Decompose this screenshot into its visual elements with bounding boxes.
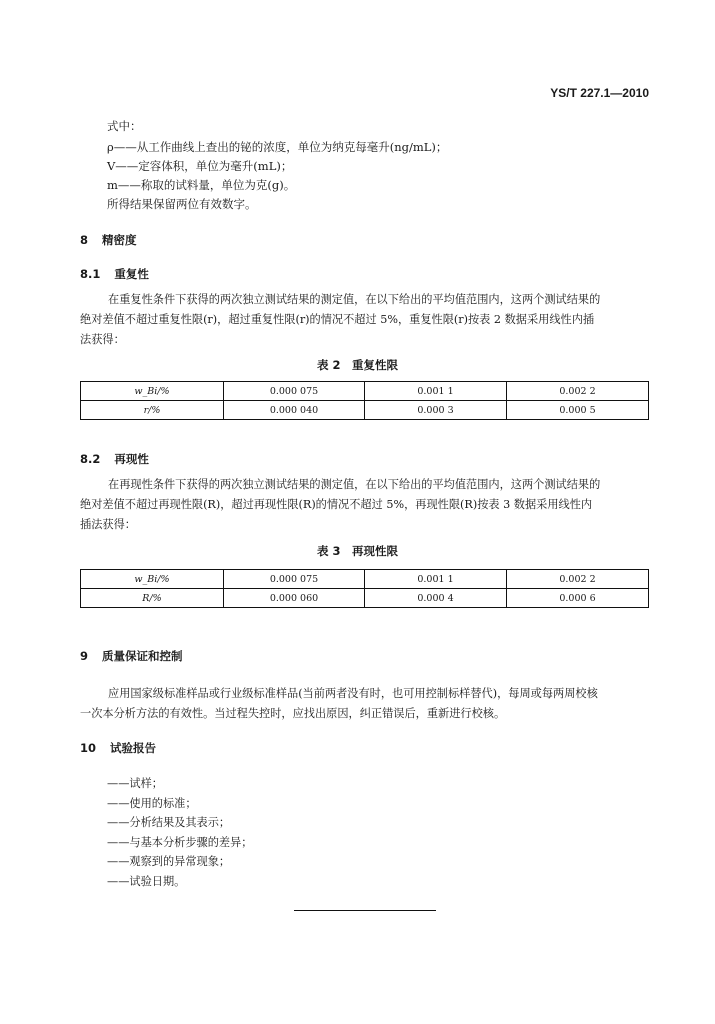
section-10-heading	[80, 740, 156, 756]
end-rule	[294, 910, 436, 911]
report-items-list	[107, 774, 252, 891]
table-3-caption: 表 3 再现性限	[316, 544, 398, 558]
section-title: 再现性	[114, 452, 149, 466]
reproducibility-table	[80, 569, 649, 608]
list-item: ——分析结果及其表示；	[107, 816, 231, 829]
quality-control-paragraph	[80, 684, 650, 724]
section-8-heading	[80, 232, 137, 248]
formula-note-v: V——定容体积，单位为毫升(mL)；	[107, 159, 293, 173]
section-8-1-heading	[80, 266, 149, 282]
list-item: ——试样；	[107, 777, 163, 790]
section-9-heading	[80, 648, 183, 664]
section-number: 8.1	[80, 267, 101, 281]
table-cell: 0.001 1	[365, 382, 507, 401]
table-row	[81, 382, 649, 401]
formula-intro: 式中：	[107, 119, 142, 133]
table-cell: 0.000 075	[224, 382, 365, 401]
table-cell: 0.002 2	[507, 382, 649, 401]
section-title: 质量保证和控制	[102, 649, 183, 663]
section-number: 10	[80, 741, 97, 755]
paragraph-line: 绝对差值不超过再现性限(R)，超过再现性限(R)的情况不超过 5%，再现性限(R)按表 3 数据采用线性内	[80, 498, 593, 511]
section-title: 精密度	[102, 233, 137, 247]
section-8-2-heading	[80, 451, 149, 467]
section-title: 重复性	[114, 267, 149, 281]
paragraph-line: 绝对差值不超过重复性限(r)，超过重复性限(r)的情况不超过 5%，重复性限(r)按表 2 数据采用线性内插	[80, 313, 595, 326]
table-2-caption: 表 2 重复性限	[316, 358, 398, 372]
table-cell: 0.000 060	[224, 589, 365, 608]
paragraph-line: 应用国家级标准样品或行业级标准样品(当前两者没有时，也可用控制标样替代)，每周或每两周校核	[108, 687, 598, 700]
table-cell: 0.002 2	[507, 570, 649, 589]
section-number: 8	[80, 233, 89, 247]
paragraph-line: 在重复性条件下获得的两次独立测试结果的测定值，在以下给出的平均值范围内，这两个测试结果的	[108, 293, 601, 306]
standard-number: YS/T 227.1—2010	[550, 86, 649, 100]
paragraph-line: 一次本分析方法的有效性。当过程失控时，应找出原因，纠正错误后，重新进行校核。	[80, 707, 506, 720]
section-number: 8.2	[80, 452, 101, 466]
table-cell: 0.000 5	[507, 401, 649, 420]
table-row	[81, 401, 649, 420]
list-item: ——试验日期。	[107, 874, 186, 888]
table-cell: 0.000 3	[365, 401, 507, 420]
list-item: ——使用的标准；	[107, 796, 197, 810]
list-item: ——与基本分析步骤的差异；	[107, 835, 253, 849]
repeatability-table	[80, 381, 649, 420]
table-cell: w_Bi/%	[81, 570, 224, 589]
section-title: 试验报告	[110, 741, 157, 755]
table-row	[81, 570, 649, 589]
section-number: 9	[80, 649, 89, 663]
table-row	[81, 589, 649, 608]
table-cell: w_Bi/%	[81, 382, 224, 401]
table-cell: 0.000 4	[365, 589, 507, 608]
formula-note-rho: ρ——从工作曲线上查出的铋的浓度，单位为纳克每毫升(ng/mL)；	[107, 140, 448, 154]
list-item: ——观察到的异常现象；	[107, 855, 231, 868]
result-note: 所得结果保留两位有效数字。	[107, 197, 257, 211]
paragraph-line: 法获得：	[80, 333, 125, 346]
table-cell: 0.001 1	[365, 570, 507, 589]
table-cell: 0.000 6	[507, 589, 649, 608]
repeatability-paragraph	[80, 290, 650, 350]
reproducibility-paragraph	[80, 475, 650, 535]
paragraph-line: 在再现性条件下获得的两次独立测试结果的测定值，在以下给出的平均值范围内，这两个测试结果的	[108, 478, 601, 491]
table-cell: 0.000 040	[224, 401, 365, 420]
table-cell: 0.000 075	[224, 570, 365, 589]
formula-note-m: m——称取的试料量，单位为克(g)。	[107, 178, 296, 192]
paragraph-line: 插法获得：	[80, 518, 136, 531]
table-cell: r/%	[81, 401, 224, 420]
table-cell: R/%	[81, 589, 224, 608]
